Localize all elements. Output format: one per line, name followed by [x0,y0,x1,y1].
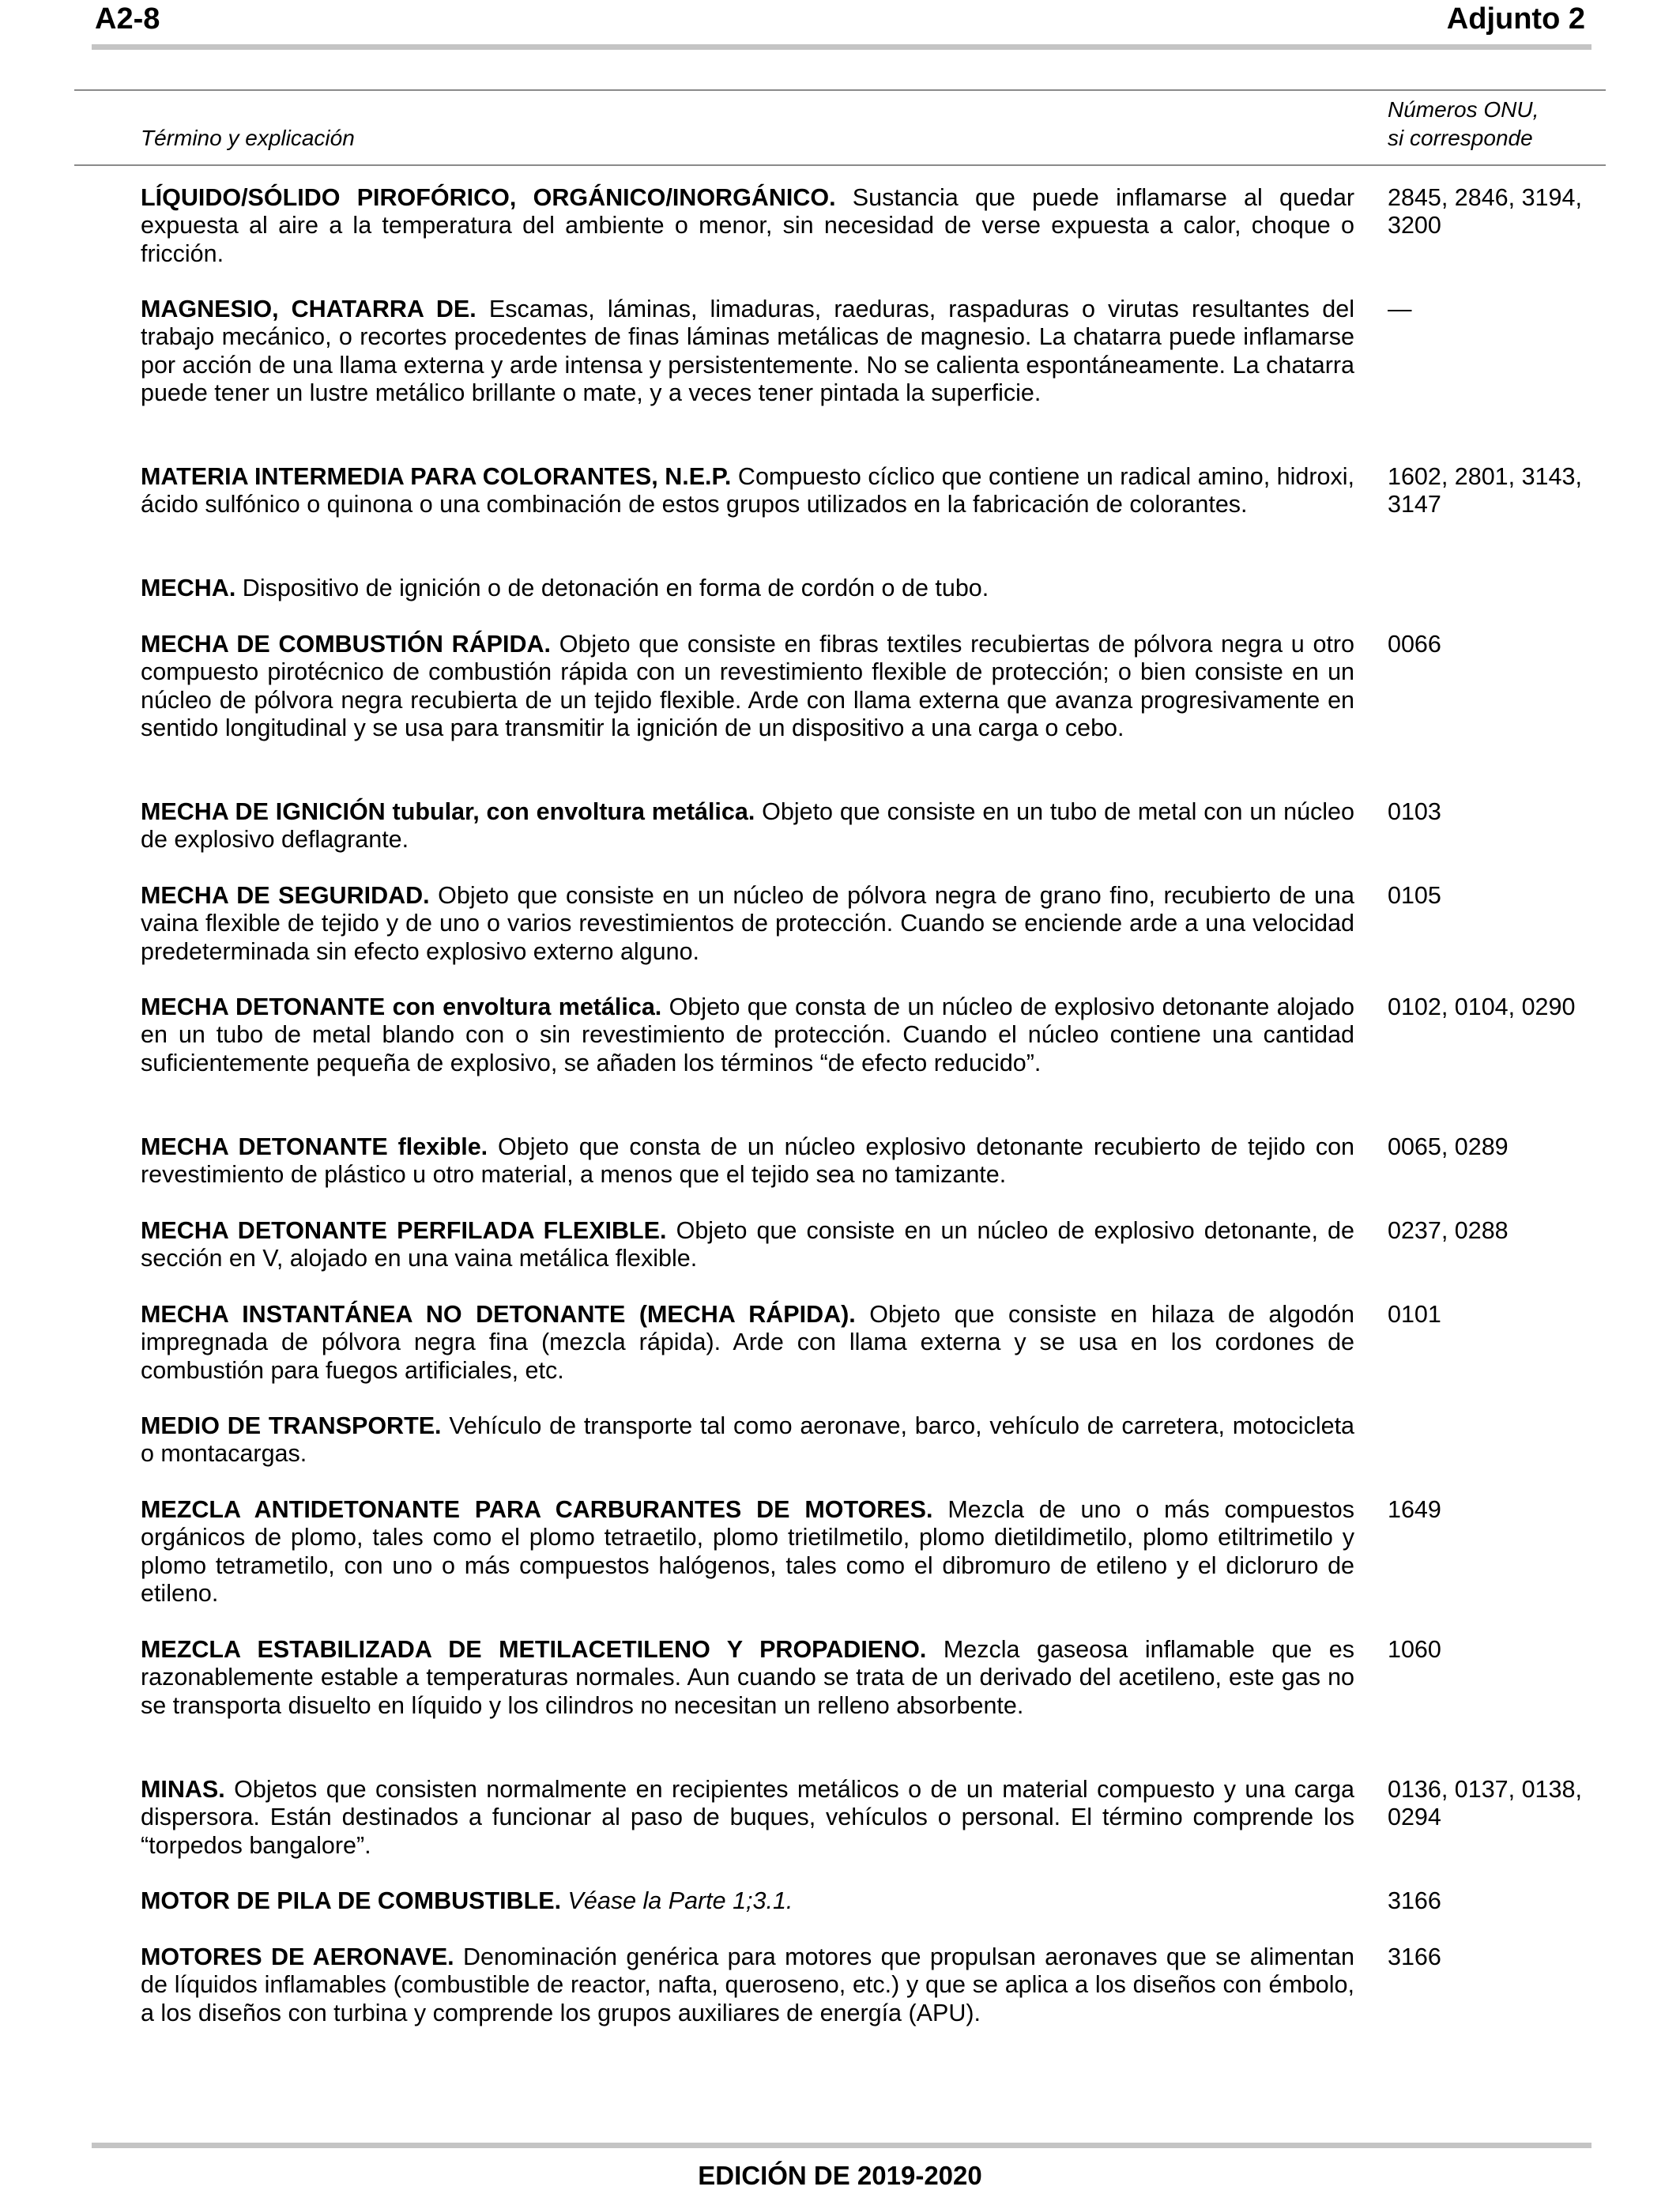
entry-un-numbers: 1060 [1388,1636,1441,1663]
entry-text [141,463,1354,519]
entry-term: MECHA DE IGNICIÓN tubular, con envoltura metálica. [141,798,755,825]
entry-term: MAGNESIO, CHATARRA DE. [141,296,477,322]
entry-text [141,1496,1354,1608]
entry-term: MECHA DETONANTE flexible. [141,1133,488,1160]
entry-un-numbers: 1602, 2801, 3143, 3147 [1388,463,1582,518]
entry-definition: Objeto que consiste en fibras textiles recubiertas de pólvora negra u otro compuesto pirotécnico de combustión rápida con un revestimiento flexible de protección; o bien consiste en un núcleo de pólvora negra recubierta de un tejido flexible. Arde con llama externa que avanza progresivamente en sentido longitudinal y se usa para transmitir la ignición de un dispositivo a una carga o cebo. [141,631,1354,742]
entry-un-numbers: 0237, 0288 [1388,1217,1509,1244]
entry-un-numbers: 0105 [1388,882,1441,909]
entry-term: MEZCLA ANTIDETONANTE PARA CARBURANTES DE MOTORES. [141,1496,933,1523]
section-label: Adjunto 2 [1446,2,1585,36]
entry-un-numbers: 0065, 0289 [1388,1133,1509,1160]
entry-text [141,184,1354,268]
entry-definition: Dispositivo de ignición o de detonación en forma de cordón o de tubo. [235,575,989,601]
entry-term: MOTOR DE PILA DE COMBUSTIBLE. [141,1887,562,1914]
entry-definition: Objeto que consiste en un tubo de metal con un núcleo de explosivo deflagrante. [141,798,1354,854]
entry-un-numbers: 3166 [1388,1887,1441,1914]
column-header-rule [74,164,1606,166]
entry-definition: Mezcla de uno o más compuestos orgánicos de plomo, tales como el plomo tetraetilo, plomo trietilmetilo, plomo dietildimetilo, plomo etiltrimetilo y plomo tetrametilo, con uno o más compuestos halógenos, tales como el dibromuro de etileno y el dicloruro de etileno. [141,1496,1355,1608]
entry-term: MECHA DE COMBUSTIÓN RÁPIDA. [141,631,552,658]
entry-un-numbers: 0102, 0104, 0290 [1388,993,1576,1020]
entry-definition: Objeto que consta de un núcleo explosivo detonante recubierto de tejido con revestimiento de plástico u otro material, a menos que el tejido sea no tamizante. [141,1133,1354,1189]
entry-definition: Objeto que consiste en hilaza de algodón impregnada de pólvora negra fina (mezcla rápida). Arde con llama externa y se usa en los cordones de combustión para fuegos artificiales, etc. [141,1301,1354,1384]
entry-term: MINAS. [141,1776,225,1803]
entry-un-numbers: 3166 [1388,1943,1441,1970]
entry-definition: Vehículo de transporte tal como aeronave, barco, vehículo de carretera, motocicleta o montacargas. [141,1412,1355,1468]
entry-term: MECHA INSTANTÁNEA NO DETONANTE (MECHA RÁPIDA). [141,1301,856,1328]
entry-text [141,1217,1354,1273]
entry-un-numbers: 2845, 2846, 3194, 3200 [1388,184,1582,239]
entry-un-numbers: — [1388,296,1412,322]
entry-definition: Objeto que consiste en un núcleo de pólvora negra de grano fino, recubierto de una vaina flexible de tejido y de uno o varios revestimientos de protección. Cuando se enciende arde a una velocidad predeterminada sin efecto explosivo externo alguno. [141,882,1354,965]
entry-definition: Sustancia que puede inflamarse al quedar expuesta al aire a la temperatura del ambiente o menor, sin necesidad de verse expuesta a calor, choque o fricción. [141,184,1355,267]
header-rule [92,44,1591,50]
entry-text [141,1636,1354,1720]
entry-definition: Objetos que consisten normalmente en recipientes metálicos o de un material compuesto y una carga dispersora. Están destinados a funcionar al paso de buques, vehículos o personal. El término comprende los “torpedos bangalore”. [141,1776,1354,1859]
entry-term: MEDIO DE TRANSPORTE. [141,1412,442,1439]
entry-text [141,296,1354,408]
entry-definition: Objeto que consiste en un núcleo de explosivo detonante, de sección en V, alojado en una vaina metálica flexible. [141,1217,1354,1272]
entry-text [141,1301,1354,1385]
column-header-un-line1: Números ONU, [1388,97,1539,122]
entry-text [141,631,1354,743]
entry-text [141,882,1354,966]
entry-definition: Objeto que consta de un núcleo de explosivo detonante alojado en un tubo de metal blando con o sin revestimiento de protección. Cuando el núcleo contiene una cantidad suficientemente pequeña de explosivo, se añaden los términos “de efecto reducido”. [141,993,1354,1076]
entry-definition: Denominación genérica para motores que propulsan aeronaves que se alimentan de líquidos inflamables (combustible de reactor, nafta, queroseno, etc.) y que se aplica a los diseños con émbolo, a los diseños con turbina y comprende los grupos auxiliares de energía (APU). [141,1943,1354,2026]
entry-term: MECHA. [141,575,236,601]
footer-rule [92,2143,1591,2148]
entry-un-numbers: 0101 [1388,1301,1441,1328]
entry-definition: Escamas, láminas, limaduras, raeduras, raspaduras o virutas resultantes del trabajo mecánico, o recortes procedentes de finas láminas metálicas de magnesio. La chatarra puede inflamarse por acción de una llama externa y arde intensa y persistentemente. No se calienta espontáneamente. La chatarra puede tener un lustre metálico brillante o mate, y a veces tener pintada la superficie. [141,296,1354,407]
entry-text [141,1133,1354,1189]
entry-un-numbers: 0136, 0137, 0138, 0294 [1388,1776,1582,1831]
column-header-un [1388,96,1625,153]
entry-un-numbers: 0103 [1388,798,1441,825]
column-header-term: Término y explicación [141,126,355,150]
edition-footer: EDICIÓN DE 2019-2020 [698,2161,982,2190]
table-top-rule [74,89,1606,91]
entry-definition: Mezcla gaseosa inflamable que es razonablemente estable a temperaturas normales. Aun cuando se trata de un derivado del acetileno, este gas no se transporta disuelto en líquido y los cilindros no necesitan un relleno absorbente. [141,1636,1354,1719]
entry-un-numbers: 0066 [1388,631,1441,658]
entry-cross-reference: Véase la Parte 1;3.1. [561,1887,793,1914]
page-ref: A2-8 [95,2,160,36]
entry-text [141,1776,1354,1860]
column-header-un-line2: si corresponde [1388,126,1533,150]
entry-definition: Compuesto cíclico que contiene un radical amino, hidroxi, ácido sulfónico o quinona o una combinación de estos grupos utilizados en la fabricación de colorantes. [141,463,1354,518]
entry-term: LÍQUIDO/SÓLIDO PIROFÓRICO, ORGÁNICO/INORGÁNICO. [141,184,836,211]
entry-term: MECHA DETONANTE PERFILADA FLEXIBLE. [141,1217,667,1244]
entry-term: MECHA DE SEGURIDAD. [141,882,430,909]
entry-text [141,1943,1354,2027]
entry-text [141,1412,1354,1468]
entry-text [141,1887,1354,1915]
entry-term: MOTORES DE AERONAVE. [141,1943,454,1970]
entry-term: MECHA DETONANTE con envoltura metálica. [141,993,662,1020]
entry-text [141,575,1354,602]
entry-term: MEZCLA ESTABILIZADA DE METILACETILENO Y PROPADIENO. [141,1636,927,1663]
entry-un-numbers: 1649 [1388,1496,1441,1523]
entry-text [141,798,1354,854]
entry-term: MATERIA INTERMEDIA PARA COLORANTES, N.E.P. [141,463,732,490]
entry-text [141,993,1354,1077]
